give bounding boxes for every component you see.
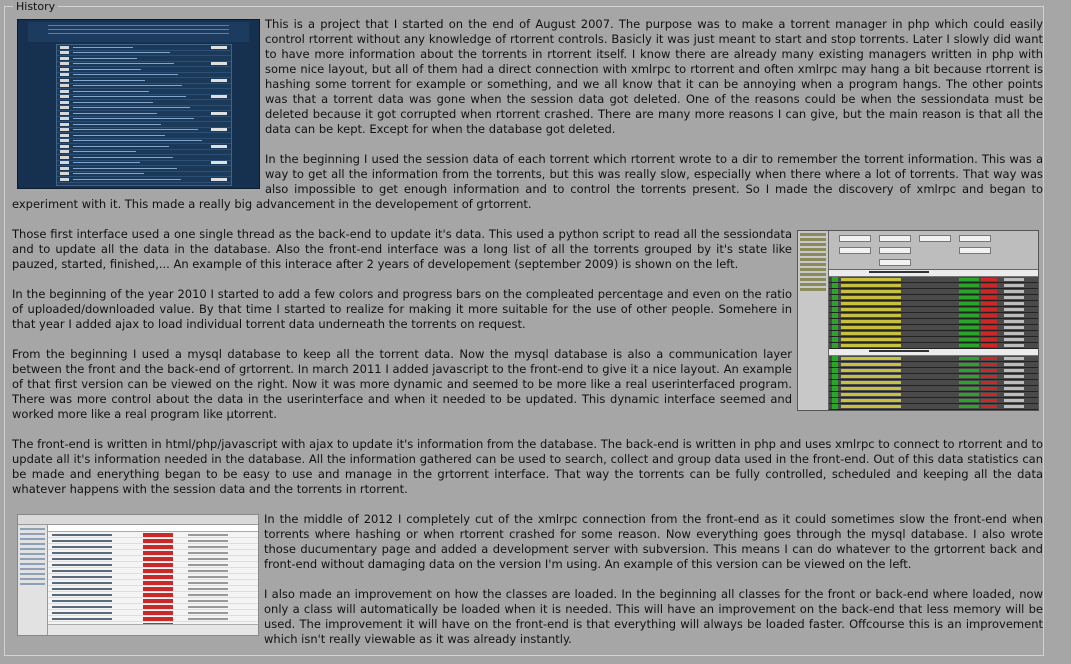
paragraph-5: From the beginning I used a mysql database to keep all the torrent data. Now the mysql database is also a communication layer between the front and the back-end of grtorrent. In march 2011 I added javascript to the front-end to give it a nice layout. An example of that first version can be viewed on the right. Now it was more dynamic and seemed to be more like a real userinterfaced program. There was more control about the data in the userinterface and when it needed to be updated. This dynamic interface seemed and worked more like a real program like µtorrent. — [12, 347, 792, 421]
paragraph-3: Those first interface used a one single thread as the back-end to update it's data. This used a python script to read all the sessiondata and to update all the data in the database. Also the front-end interface was a long list of all the torrents grouped by it's state like pauzed, started, finished,... An example of this interace after 2 years of developement (september 2009) is shown on the left. — [12, 227, 792, 271]
paragraph-2: In the beginning I used the session data of each torrent which rtorrent wrote to a dir to remember the torrent information. This was a way to get all the information from the torrents, but this was really slow, especially when there where a lot of torrents. That way was also impossible to get enough information and to control the torrents present. So I made the discovery of xmlrpc and began to experiment with it. This made a really big advancement in the developement of grtorrent. — [12, 152, 1043, 211]
history-legend: History — [13, 0, 58, 13]
paragraph-4: In the beginning of the year 2010 I started to add a few colors and progress bars on the compleated percentage and even on the ratio of uploaded/downloaded value. By that time I started to realize for making it more suitable for the use of other people. Somehere in that year I added ajax to load individual torrent data underneath the torrents on request. — [12, 287, 792, 331]
paragraph-1: This is a project that I started on the end of August 2007. The purpose was to make a torrent manager in php which could easily control rtorrent without any knowledge of rtorrent controls. Basicly it was just meant to start and stop torrents. Later I slowly did want to have more information about the torrents in rtorrent itself. I know there are already many existing managers written in php with some nice layout, but all of them had a direct connection with xmlrpc to rtorrent and often xmlrpc may hang a bit because rtorrent is hashing some torrent for example or something, and we all know that it can be annoying when a program hangs. The other points was that a torrent data was gone when the session data got deleted. One of the reasons could be when the sessiondata must be deleted because it got corrupted when rtorrent crashed. There are many more reasons I can give, but the main reason is that all the data can be kept. Except for when the database got deleted. — [265, 17, 1043, 136]
screenshot-2011-interface — [797, 230, 1039, 411]
paragraph-8: I also made an improvement on how the classes are loaded. In the beginning all classes for the front or back-end where loaded, now only a class will automatically be loaded when it is needed. This will have an improvement on the back-end that less memory will be used. The improvement it will have on the front-end is that everything will always be loaded faster. Offcourse this is an improvement which isn't really viewable as it was already instantly. — [264, 587, 1043, 646]
history-content — [12, 17, 1043, 662]
screenshot-2009-interface — [17, 19, 260, 189]
history-fieldset — [4, 0, 1044, 656]
paragraph-7: In the middle of 2012 I completely cut of the xmlrpc connection from the front-end as it could sometimes slow the front-end when torrents where hashing or when rtorrent crashed for some reason. Now everything goes through the mysql database. I also wrote those ducumentary page and added a development server with subversion. This means I can do whatever to the grtorrent back and front-end without damaging data on the version I'm using. An example of this version can be viewed on the left. — [264, 512, 1043, 571]
screenshot-2012-interface — [17, 514, 259, 636]
paragraph-6: The front-end is written in html/php/javascript with ajax to update it's information from the database. The back-end is written in php and uses xmlrpc to connect to rtorrent and to update all it's information needed in the database. All the information gathered can be used to search, collect and group data used in the front-end. Out of this data statistics can be made and enerything began to be easy to use and manage in the grtorrent interface. That way the torrents can be fully controlled, scheduled and keeping all the data whatever happens with the session data and the torrents in rtorrent. — [12, 437, 1043, 496]
